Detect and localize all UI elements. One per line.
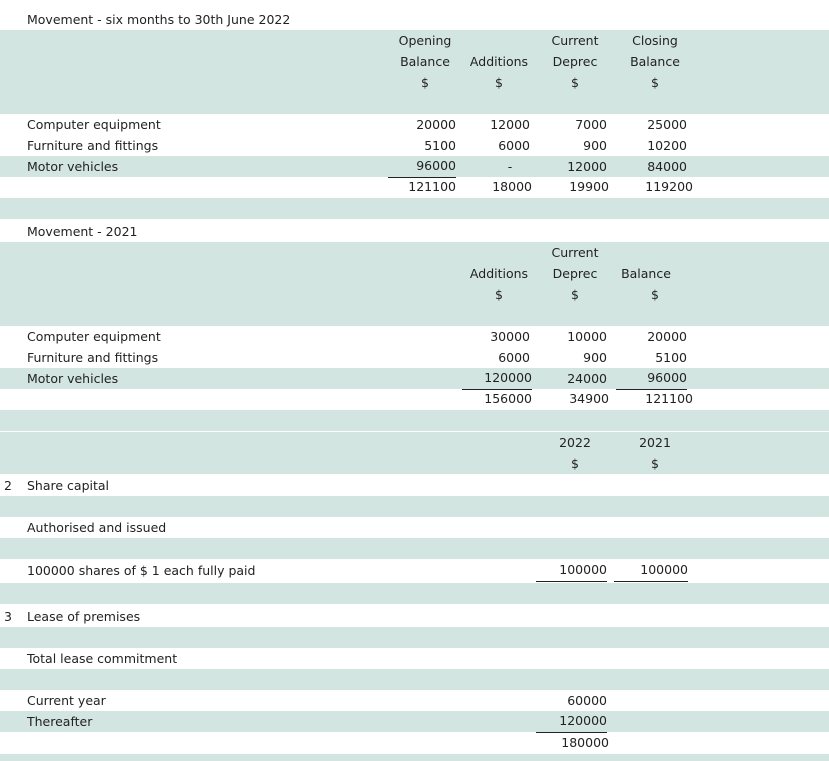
current-value: 7000 [575, 117, 607, 132]
table-row [0, 326, 829, 347]
table-row [0, 156, 829, 177]
row-label: Furniture and fittings [27, 350, 159, 365]
row-title-2022 [0, 9, 829, 30]
row-blank [0, 669, 829, 690]
note-title: Lease of premises [27, 609, 141, 624]
balance-total: 121100 [616, 389, 693, 411]
additions-total: 18000 [462, 177, 532, 199]
row-label: Computer equipment [27, 117, 161, 132]
balance-value: 96000 [616, 368, 687, 390]
header-balance-1: Balance [621, 266, 671, 281]
row-blank [0, 627, 829, 648]
header-additions-2: $ [495, 287, 503, 302]
row-blank [0, 754, 829, 761]
lease-row [0, 690, 829, 711]
lease-value: 60000 [567, 693, 607, 708]
row-label: Motor vehicles [27, 371, 119, 386]
totals-row [0, 389, 829, 410]
header-opening-1: Opening [398, 33, 452, 48]
row-blank [0, 538, 829, 559]
header-opening-3: $ [421, 75, 429, 90]
row-blank-band [0, 93, 829, 114]
note-number: 2 [4, 478, 12, 493]
share-line-row [0, 560, 829, 581]
header-current-3: $ [571, 287, 579, 302]
header-current-2: Deprec [552, 266, 598, 281]
share-value-2022: 100000 [536, 560, 607, 582]
additions-total: 156000 [462, 389, 532, 411]
note-subtitle: Authorised and issued [27, 520, 167, 535]
table-row [0, 347, 829, 368]
header-current-1: Current [551, 33, 599, 48]
note-subtitle: Total lease commitment [27, 651, 178, 666]
lease-value: 120000 [536, 711, 607, 733]
balance-value: 20000 [647, 329, 687, 344]
closing-total: 119200 [616, 177, 693, 199]
currency-2021: $ [651, 456, 659, 471]
share-value-2021: 100000 [614, 560, 688, 582]
row-label: Computer equipment [27, 329, 161, 344]
additions-value: - [507, 159, 513, 174]
year-2021-header: 2021 [639, 435, 671, 450]
header-balance-2: $ [651, 287, 659, 302]
row-header-2 [0, 51, 829, 72]
row-note-3 [0, 606, 829, 627]
row-header-2 [0, 263, 829, 284]
row-header-1 [0, 30, 829, 51]
note-number: 3 [4, 609, 12, 624]
row-currency-header [0, 453, 829, 474]
lease-total-row [0, 733, 829, 754]
closing-value: 84000 [647, 159, 687, 174]
closing-value: 10200 [647, 138, 687, 153]
current-total: 19900 [538, 177, 609, 199]
opening-value: 5100 [424, 138, 456, 153]
closing-value: 25000 [647, 117, 687, 132]
table-row [0, 114, 829, 135]
row-header-3 [0, 72, 829, 93]
opening-value: 20000 [416, 117, 456, 132]
header-closing-1: Closing [632, 33, 678, 48]
additions-value: 6000 [498, 350, 530, 365]
current-value: 12000 [567, 159, 607, 174]
header-current-3: $ [571, 75, 579, 90]
header-current-1: Current [551, 245, 599, 260]
row-header-1 [0, 242, 829, 263]
header-closing-2: Balance [630, 54, 680, 69]
current-value: 900 [583, 350, 607, 365]
lease-row [0, 711, 829, 732]
row-blank [0, 198, 829, 219]
header-opening-2: Balance [400, 54, 450, 69]
year-2022-header: 2022 [559, 435, 591, 450]
row-blank [0, 496, 829, 517]
row-blank [0, 410, 829, 431]
header-additions-1: Additions [469, 54, 529, 69]
row-year-header [0, 432, 829, 453]
additions-value: 120000 [462, 368, 532, 390]
header-closing-3: $ [651, 75, 659, 90]
table-row [0, 135, 829, 156]
row-label: Furniture and fittings [27, 138, 159, 153]
header-additions-2: $ [495, 75, 503, 90]
lease-label: Current year [27, 693, 106, 708]
row-label: Motor vehicles [27, 159, 119, 174]
additions-value: 12000 [490, 117, 530, 132]
table-row [0, 368, 829, 389]
row-subtitle [0, 648, 829, 669]
row-blank [0, 583, 829, 604]
balance-value: 5100 [655, 350, 687, 365]
row-header-3 [0, 284, 829, 305]
row-subtitle [0, 517, 829, 538]
current-total: 34900 [538, 389, 609, 411]
currency-2022: $ [571, 456, 579, 471]
opening-value: 96000 [388, 156, 456, 178]
opening-total: 121100 [384, 177, 456, 199]
share-line-label: 100000 shares of $ 1 each fully paid [27, 563, 256, 578]
additions-value: 6000 [498, 138, 530, 153]
row-title-2021 [0, 221, 829, 242]
section-title-2021: Movement - 2021 [27, 224, 138, 239]
additions-value: 30000 [490, 329, 530, 344]
header-current-2: Deprec [552, 54, 598, 69]
totals-row [0, 177, 829, 198]
header-additions-1: Additions [469, 266, 529, 281]
lease-label: Thereafter [27, 714, 93, 729]
current-value: 900 [583, 138, 607, 153]
note-title: Share capital [27, 478, 110, 493]
lease-total: 180000 [536, 733, 609, 755]
current-value: 24000 [567, 371, 607, 386]
row-note-2 [0, 475, 829, 496]
row-blank [0, 305, 829, 326]
section-title-2022: Movement - six months to 30th June 2022 [27, 12, 291, 27]
current-value: 10000 [567, 329, 607, 344]
